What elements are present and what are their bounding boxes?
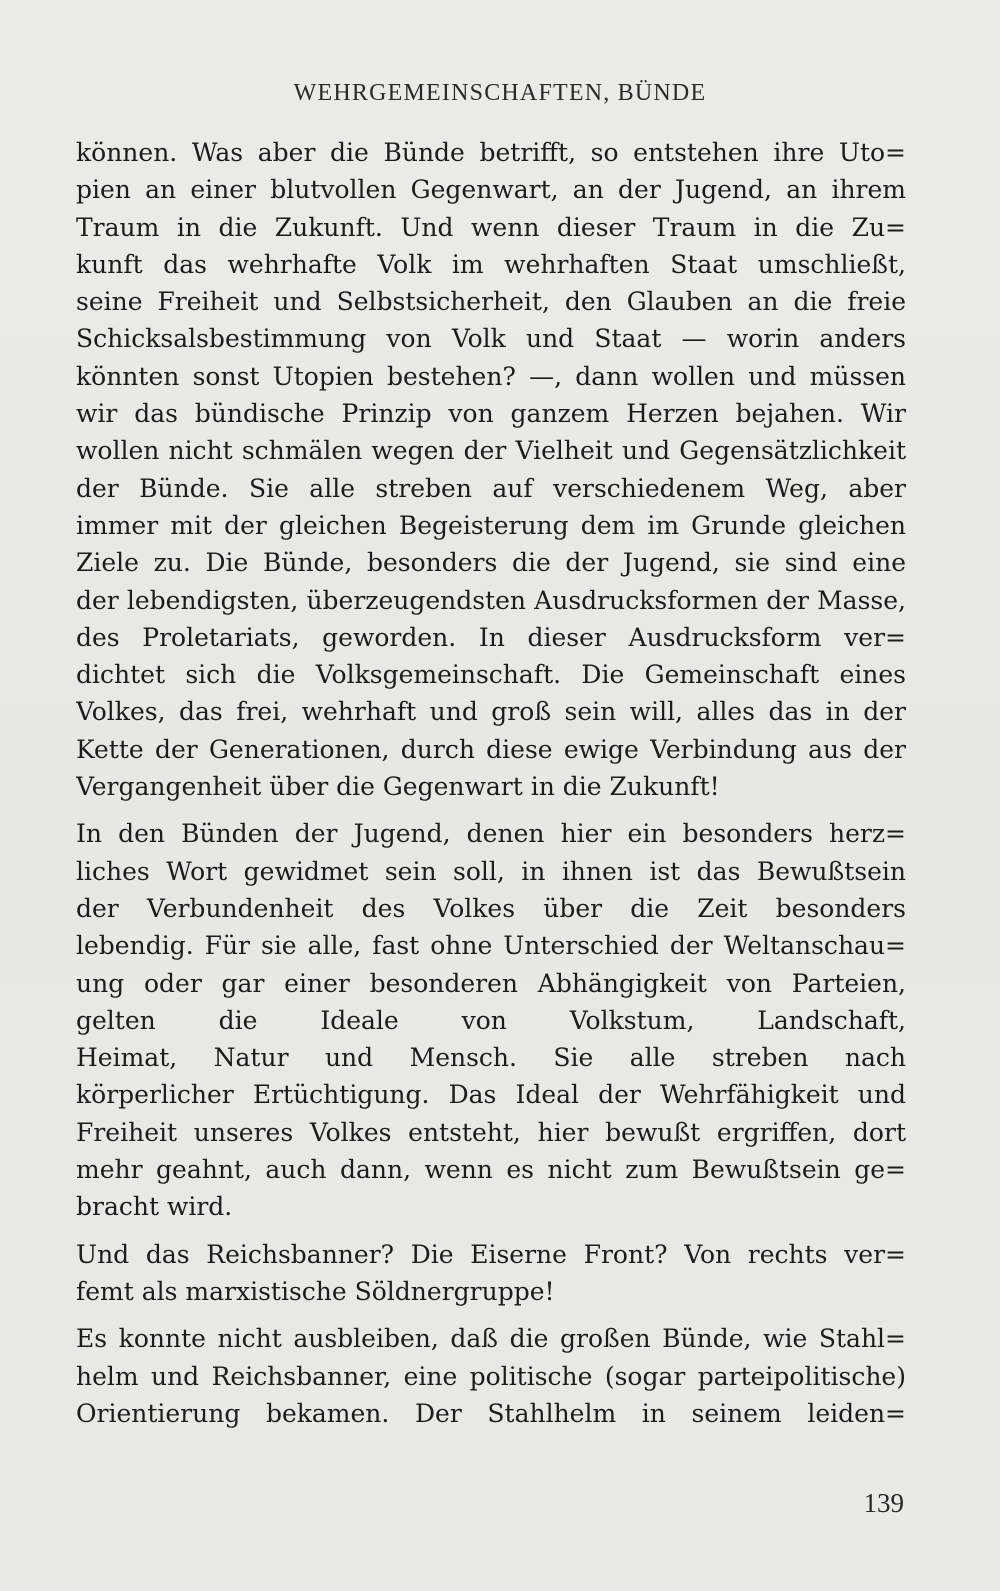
paragraph <box>76 815 906 1225</box>
paragraph <box>76 1320 906 1432</box>
text-line: seine Freiheit und Selbstsicherheit, den Glauben an die freie <box>76 287 906 317</box>
page-number: 139 <box>863 1488 904 1518</box>
text-line: Vergangenheit über die Gegenwart in die Zukunft! <box>76 772 720 802</box>
text-line: der Verbundenheit des Volkes über die Zeit besonders <box>76 893 906 923</box>
text-line: des Proletariats, geworden. In dieser Ausdrucksform ver= <box>76 622 906 652</box>
body-text <box>76 134 906 1432</box>
text-line: ung oder gar einer besonderen Abhängigkeit von Parteien, <box>76 968 906 998</box>
text-line: lebendig. Für sie alle, fast ohne Unterschied der Weltanschau= <box>76 931 906 961</box>
running-head: WEHRGEMEINSCHAFTEN, BÜNDE <box>293 80 707 106</box>
text-line: Es konnte nicht ausbleiben, daß die großen Bünde, wie Stahl= <box>76 1324 906 1354</box>
text-line: Traum in die Zukunft. Und wenn dieser Traum in die Zu= <box>76 212 906 242</box>
text-line: pien an einer blutvollen Gegenwart, an der Jugend, an ihrem <box>76 175 906 205</box>
text-line: mehr geahnt, auch dann, wenn es nicht zum Bewußtsein ge= <box>76 1155 906 1185</box>
text-line: helm und Reichsbanner, eine politische (sogar parteipolitische) <box>76 1361 906 1391</box>
text-line: Schicksalsbestimmung von Volk und Staat — worin anders <box>76 324 906 354</box>
text-line: Volkes, das frei, wehrhaft und groß sein will, alles das in der <box>76 697 906 727</box>
text-line: immer mit der gleichen Begeisterung dem im Grunde gleichen <box>76 510 906 540</box>
text-line: körperlicher Ertüchtigung. Das Ideal der Wehrfähigkeit und <box>76 1080 906 1110</box>
text-line: dichtet sich die Volksgemeinschaft. Die Gemeinschaft eines <box>76 660 906 690</box>
text-line: gelten die Ideale von Volkstum, Landschaft, <box>76 1005 906 1035</box>
text-line: Heimat, Natur und Mensch. Sie alle streben nach <box>76 1043 906 1073</box>
text-line: Und das Reichsbanner? Die Eiserne Front? Von rechts ver= <box>76 1239 906 1269</box>
text-line: wollen nicht schmälen wegen der Vielheit und Gegensätzlichkeit <box>76 436 906 466</box>
text-line: In den Bünden der Jugend, denen hier ein besonders herz= <box>76 819 906 849</box>
text-line: Orientierung bekamen. Der Stahlhelm in seinem leiden= <box>76 1398 906 1428</box>
text-line: Freiheit unseres Volkes entsteht, hier bewußt ergriffen, dort <box>76 1117 906 1147</box>
paragraph <box>76 1236 906 1311</box>
paragraph <box>76 134 906 805</box>
text-line: Kette der Generationen, durch diese ewige Verbindung aus der <box>76 734 906 764</box>
text-line: bracht wird. <box>76 1192 233 1222</box>
text-line: könnten sonst Utopien bestehen? —, dann wollen und müssen <box>76 361 906 391</box>
text-line: können. Was aber die Bünde betrifft, so entstehen ihre Uto= <box>76 138 906 167</box>
text-line: der lebendigsten, überzeugendsten Ausdrucksformen der Masse, <box>76 585 906 615</box>
text-line: Ziele zu. Die Bünde, besonders die der Jugend, sie sind eine <box>76 548 906 578</box>
text-line: liches Wort gewidmet sein soll, in ihnen ist das Bewußtsein <box>76 856 906 886</box>
text-line: kunft das wehrhafte Volk im wehrhaften Staat umschließt, <box>76 249 906 279</box>
text-line: wir das bündische Prinzip von ganzem Herzen bejahen. Wir <box>76 399 906 429</box>
text-line: der Bünde. Sie alle streben auf verschiedenem Weg, aber <box>76 473 906 503</box>
text-line: femt als marxistische Söldnergruppe! <box>76 1276 555 1306</box>
